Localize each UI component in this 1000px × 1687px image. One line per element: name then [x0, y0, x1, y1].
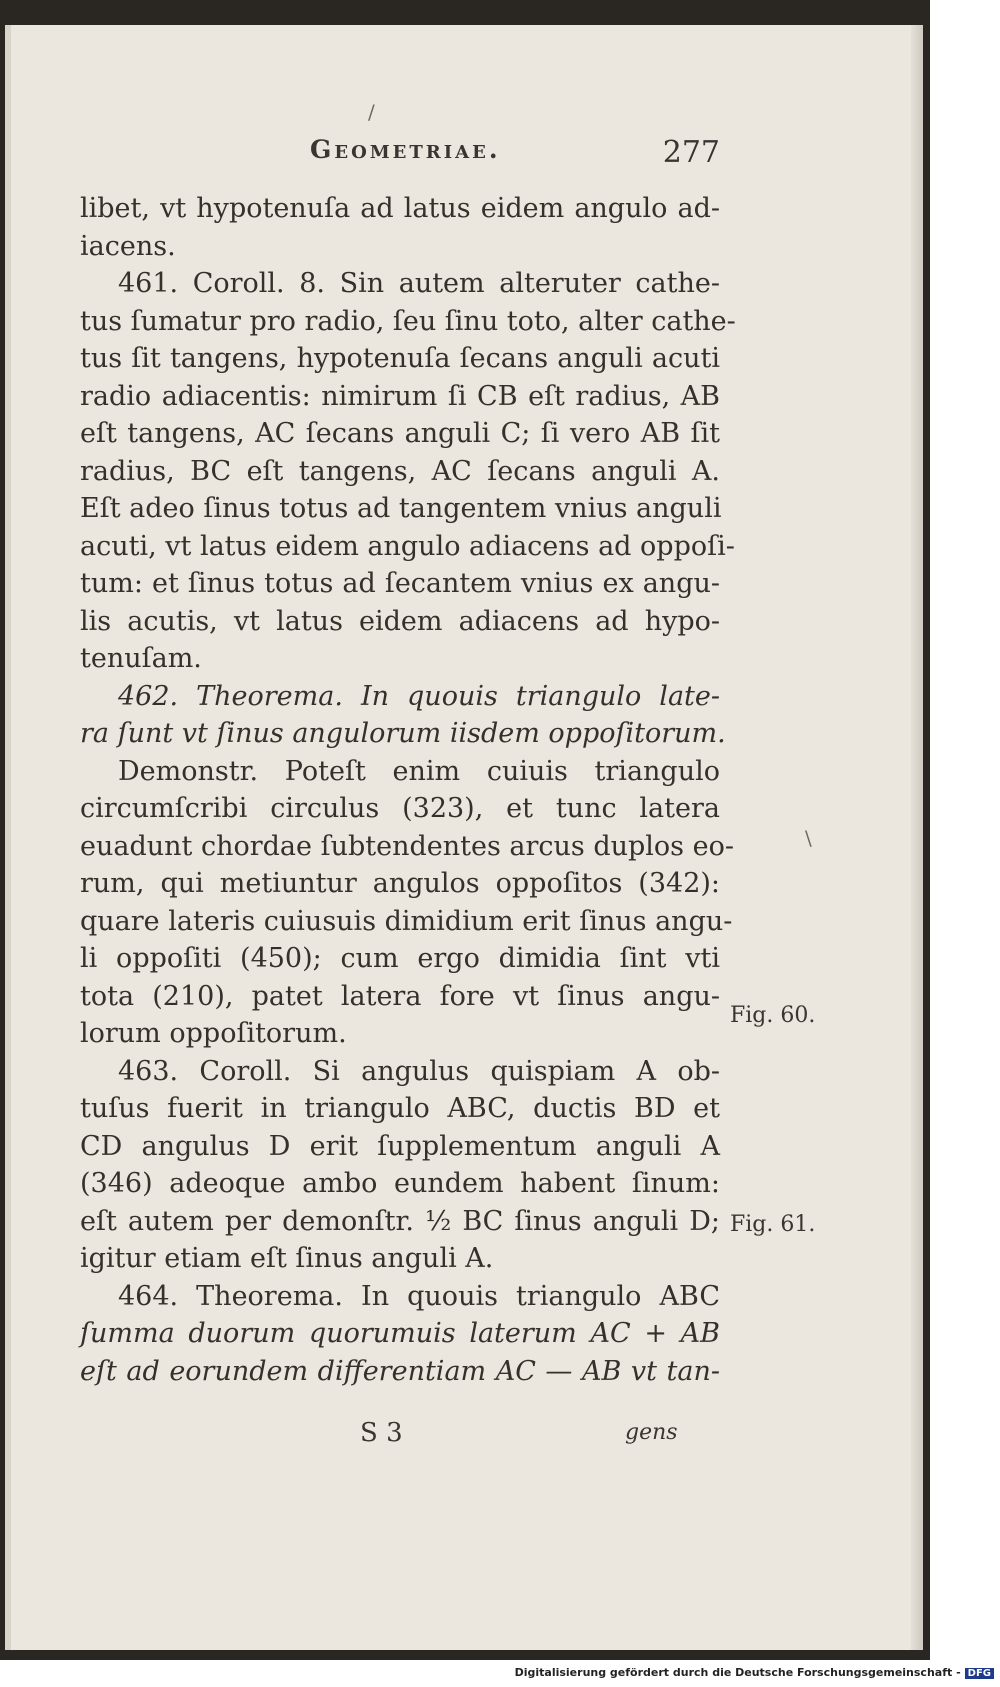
text-line: tuſus fuerit in triangulo ABC, ductis BD et	[80, 1093, 720, 1124]
text-line: ra ſunt vt ſinus angulorum iisdem oppoſitorum.	[80, 718, 726, 749]
theorem-464-start: 464. Theorema. In quouis triangulo ABC	[118, 1280, 720, 1312]
text-line: euadunt chordae ſubtendentes arcus duplos eo-	[80, 830, 734, 862]
digitization-credit	[515, 1666, 994, 1679]
paragraph-463-start: 463. Coroll. Si angulus quispiam A ob-	[118, 1055, 720, 1087]
text-line: lis acutis, vt latus eidem adiacens ad hypo-	[80, 605, 720, 637]
running-head: Geometriae.	[310, 135, 501, 164]
text-line: eſt tangens, AC ſecans anguli C; ſi vero AB ſit	[80, 418, 720, 449]
text-line: ſumma duorum quorumuis laterum AC + AB	[80, 1318, 720, 1349]
stray-mark: /	[368, 100, 375, 124]
text-line: lorum oppoſitorum.	[80, 1018, 347, 1049]
stray-mark: \	[805, 826, 812, 850]
body-text	[80, 190, 736, 1390]
theorem-462-start: 462. Theorema. In quouis triangulo late-	[118, 680, 720, 712]
paragraph-461-start: 461. Coroll. 8. Sin autem alteruter cathe-	[118, 268, 720, 299]
credit-text: Digitalisierung gefördert durch die Deutsche Forschungsgemeinschaft -	[514, 1666, 961, 1679]
text-line: tus ſumatur pro radio, ſeu ſinu toto, alter cathe-	[80, 305, 736, 337]
text-line: tus ſit tangens, hypotenuſa ſecans anguli acuti	[80, 343, 720, 374]
text-line: Eſt adeo ſinus totus ad tangentem vnius anguli	[80, 493, 722, 524]
page-number: 277	[662, 135, 720, 170]
page-header	[80, 135, 720, 175]
margin-note-fig-61: Fig. 61.	[730, 1212, 816, 1237]
text-line: tum: et ſinus totus ad ſecantem vnius ex angu-	[80, 568, 720, 599]
text-line: tenuſam.	[80, 643, 202, 674]
text-line: (346) adeoque ambo eundem habent ſinum:	[80, 1168, 720, 1199]
signature-mark: S 3	[360, 1418, 403, 1448]
text-line: radio adiacentis: nimirum ſi CB eſt radius, AB	[80, 380, 720, 412]
dfg-logo: DFG	[965, 1668, 994, 1679]
text-line: li oppoſiti (450); cum ergo dimidia ſint vti	[80, 943, 720, 974]
text-line: CD angulus D erit ſupplementum anguli A	[80, 1130, 720, 1162]
text-line: rum, qui metiuntur angulos oppoſitos (342):	[80, 868, 720, 899]
text-line: eſt ad eorundem differentiam AC — AB vt tan-	[80, 1355, 720, 1387]
text-line: tota (210), patet latera fore vt ſinus angu-	[80, 980, 720, 1012]
text-line: circumſcribi circulus (323), et tunc latera	[80, 793, 720, 824]
text-line: radius, BC eſt tangens, AC ſecans anguli A.	[80, 455, 720, 487]
text-line: acuti, vt latus eidem angulo adiacens ad oppoſi-	[80, 530, 735, 562]
text-line: igitur etiam eſt ſinus anguli A.	[80, 1243, 494, 1274]
text-line: iacens.	[80, 230, 176, 262]
catchword: gens	[625, 1420, 678, 1445]
text-line: eſt autem per demonſtr. ½ BC ſinus anguli D;	[80, 1205, 720, 1237]
demonstration-start: Demonstr. Poteſt enim cuiuis triangulo	[118, 755, 720, 787]
margin-note-fig-60: Fig. 60.	[730, 1003, 816, 1028]
text-line: libet, vt hypotenuſa ad latus eidem angulo ad-	[80, 193, 720, 224]
text-line: quare lateris cuiusuis dimidium erit ſinus angu-	[80, 905, 733, 937]
